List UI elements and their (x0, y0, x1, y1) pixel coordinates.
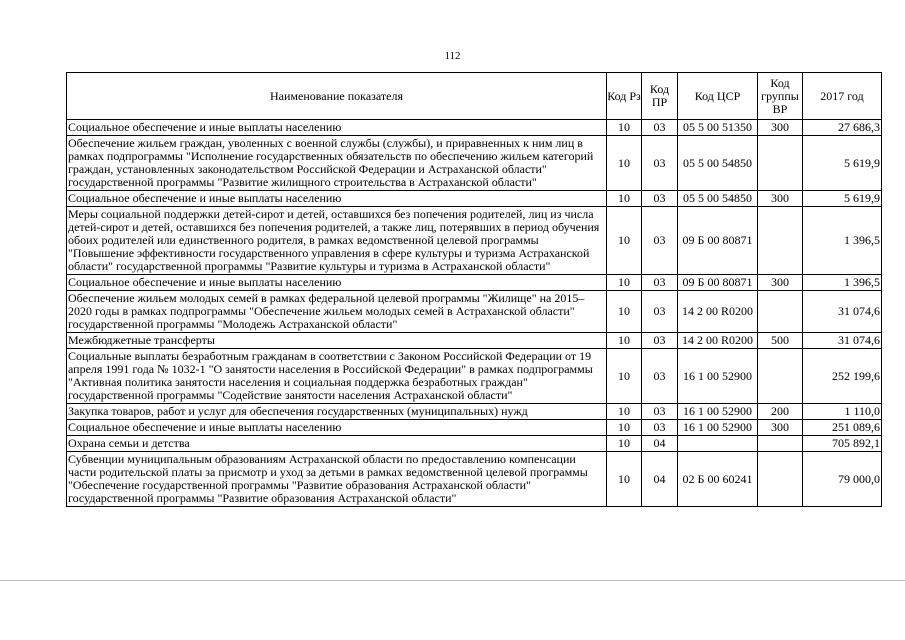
row-pr: 03 (642, 275, 678, 291)
row-csr: 09 Б 00 80871 (678, 275, 758, 291)
row-amount: 5 619,9 (803, 136, 882, 191)
row-amount: 5 619,9 (803, 191, 882, 207)
row-rz: 10 (607, 349, 642, 404)
table-row (67, 291, 882, 333)
table-row (67, 120, 882, 136)
row-vr (758, 136, 803, 191)
page-fold-divider (0, 580, 905, 581)
budget-table (66, 72, 882, 507)
table-row (67, 404, 882, 420)
row-rz: 10 (607, 420, 642, 436)
row-rz: 10 (607, 191, 642, 207)
row-csr: 14 2 00 R0200 (678, 333, 758, 349)
row-vr (758, 436, 803, 452)
row-csr: 05 5 00 51350 (678, 120, 758, 136)
table-row (67, 207, 882, 275)
table-row (67, 191, 882, 207)
row-name: Социальное обеспечение и иные выплаты населению (67, 120, 607, 136)
row-amount: 705 892,1 (803, 436, 882, 452)
row-vr (758, 291, 803, 333)
row-rz: 10 (607, 404, 642, 420)
row-vr: 300 (758, 275, 803, 291)
table-row (67, 420, 882, 436)
row-pr: 03 (642, 191, 678, 207)
row-csr: 16 1 00 52900 (678, 420, 758, 436)
row-rz: 10 (607, 333, 642, 349)
row-csr: 14 2 00 R0200 (678, 291, 758, 333)
row-name: Социальное обеспечение и иные выплаты населению (67, 275, 607, 291)
row-name: Социальное обеспечение и иные выплаты населению (67, 191, 607, 207)
row-vr: 300 (758, 191, 803, 207)
table-header-row (67, 73, 882, 120)
row-vr (758, 452, 803, 507)
row-rz: 10 (607, 452, 642, 507)
row-rz: 10 (607, 436, 642, 452)
table-row (67, 349, 882, 404)
row-vr: 300 (758, 120, 803, 136)
row-amount: 79 000,0 (803, 452, 882, 507)
header-vr: Код группы ВР (758, 73, 803, 120)
table-row (67, 436, 882, 452)
row-vr: 200 (758, 404, 803, 420)
row-amount: 251 089,6 (803, 420, 882, 436)
header-year: 2017 год (803, 73, 882, 120)
row-csr: 16 1 00 52900 (678, 349, 758, 404)
row-amount: 1 110,0 (803, 404, 882, 420)
row-pr: 03 (642, 404, 678, 420)
row-name: Межбюджетные трансферты (67, 333, 607, 349)
row-pr: 03 (642, 420, 678, 436)
row-pr: 03 (642, 291, 678, 333)
row-name: Социальные выплаты безработным гражданам в соответствии с Законом Российской Федерации от 19 апреля 1991 года № 1032-1 "О занятости населения в Российской Федерации" в рамках подпрограммы "Активная политика занятости населения и социальная поддержка безработных граждан" государственной программы "Содействие занятости населения Астраханской области" (67, 349, 607, 404)
header-name: Наименование показателя (67, 73, 607, 120)
row-name: Закупка товаров, работ и услуг для обеспечения государственных (муниципальных) нужд (67, 404, 607, 420)
header-pr: Код ПР (642, 73, 678, 120)
row-name: Охрана семьи и детства (67, 436, 607, 452)
table-row (67, 136, 882, 191)
row-vr: 500 (758, 333, 803, 349)
row-rz: 10 (607, 275, 642, 291)
page-number: 112 (444, 50, 461, 62)
row-csr: 05 5 00 54850 (678, 191, 758, 207)
row-csr (678, 436, 758, 452)
row-amount: 1 396,5 (803, 207, 882, 275)
header-csr: Код ЦСР (678, 73, 758, 120)
header-rz: Код Рз (607, 73, 642, 120)
row-name: Субвенции муниципальным образованиям Астраханской области по предоставлению компенсации части родительской платы за присмотр и уход за детьми в рамках ведомственной целевой программы "Обеспечение государственной программы "Развитие образования Астраханской области" государственной программы "Развитие образования Астраханской области" (67, 452, 607, 507)
row-pr: 04 (642, 436, 678, 452)
row-rz: 10 (607, 291, 642, 333)
row-pr: 03 (642, 120, 678, 136)
row-rz: 10 (607, 136, 642, 191)
row-csr: 09 Б 00 80871 (678, 207, 758, 275)
row-vr: 300 (758, 420, 803, 436)
row-amount: 31 074,6 (803, 291, 882, 333)
row-pr: 03 (642, 136, 678, 191)
row-csr: 05 5 00 54850 (678, 136, 758, 191)
row-amount: 1 396,5 (803, 275, 882, 291)
row-pr: 03 (642, 333, 678, 349)
row-amount: 31 074,6 (803, 333, 882, 349)
row-pr: 03 (642, 349, 678, 404)
row-rz: 10 (607, 207, 642, 275)
row-pr: 04 (642, 452, 678, 507)
row-vr (758, 207, 803, 275)
row-rz: 10 (607, 120, 642, 136)
table-row (67, 452, 882, 507)
row-amount: 252 199,6 (803, 349, 882, 404)
table-row (67, 275, 882, 291)
row-name: Обеспечение жильем молодых семей в рамках федеральной целевой программы "Жилище" на 2015–2020 годы в рамках подпрограммы "Обеспечение жильем молодых семей в Астраханской области" государственной программы "Молодежь Астраханской области" (67, 291, 607, 333)
table-row (67, 333, 882, 349)
row-csr: 16 1 00 52900 (678, 404, 758, 420)
row-name: Обеспечение жильем граждан, уволенных с военной службы (службы), и приравненных к ним лиц в рамках подпрограммы "Исполнение государственных обязательств по обеспечению жильем категорий граждан, установленных законодательством Российской Федерации и Астраханской области" государственной программы "Развитие жилищного строительства в Астраханской области" (67, 136, 607, 191)
row-pr: 03 (642, 207, 678, 275)
row-name: Социальное обеспечение и иные выплаты населению (67, 420, 607, 436)
row-name: Меры социальной поддержки детей-сирот и детей, оставшихся без попечения родителей, лиц из числа детей-сирот и детей, оставшихся без попечения родителей, а также лиц, потерявших в период обучения обоих родителей или единственного родителя, в рамках ведомственной целевой программы "Повышение эффективности государственного управления в сфере культуры и туризма Астраханской области" государственной программы "Развитие культуры и туризма в Астраханской области" (67, 207, 607, 275)
row-csr: 02 Б 00 60241 (678, 452, 758, 507)
row-amount: 27 686,3 (803, 120, 882, 136)
row-vr (758, 349, 803, 404)
